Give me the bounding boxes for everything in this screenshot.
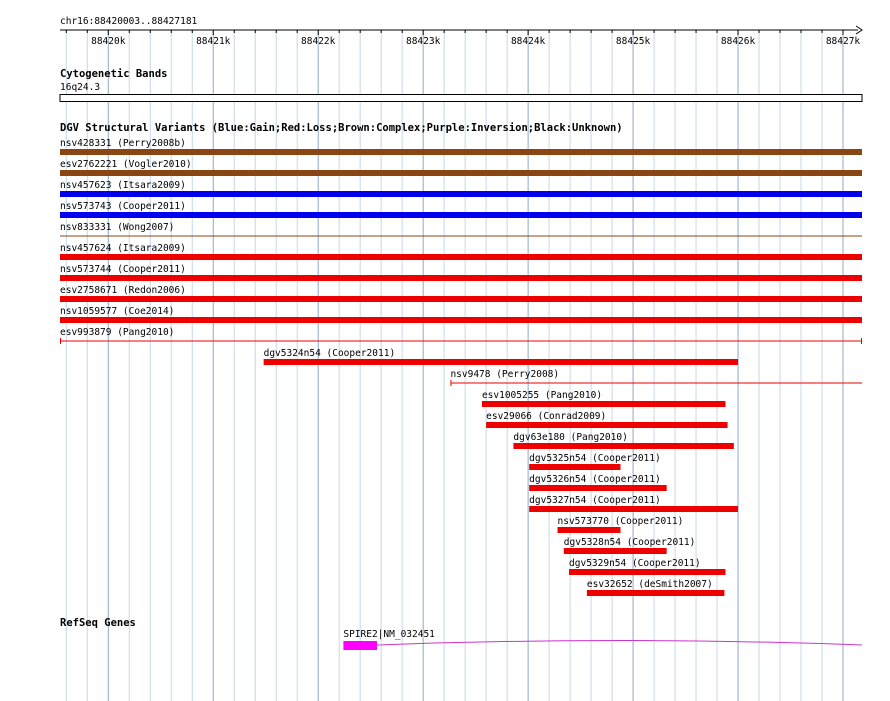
cytoband-label: 16q24.3 xyxy=(60,82,101,93)
sv-feature-label: nsv428331 (Perry2008b) xyxy=(60,138,186,149)
sv-feature-bar[interactable] xyxy=(60,170,862,176)
sv-feature-label: esv1005255 (Pang2010) xyxy=(481,390,603,401)
sv-feature-label: nsv573744 (Cooper2011) xyxy=(60,264,186,275)
sv-feature-label: nsv457624 (Itsara2009) xyxy=(60,243,186,254)
sv-feature-label: dgv5329n54 (Cooper2011) xyxy=(569,558,701,569)
sv-feature[interactable] xyxy=(60,327,862,344)
ruler-tick-label: 88422k xyxy=(301,36,336,47)
sv-feature-label: esv32652 (deSmith2007) xyxy=(586,579,713,590)
sv-feature[interactable] xyxy=(529,495,738,512)
sv-feature[interactable] xyxy=(450,369,862,386)
sv-feature[interactable] xyxy=(60,138,862,155)
dgv-features[interactable] xyxy=(60,138,862,596)
ruler-tick-label: 88421k xyxy=(196,36,231,47)
sv-feature-bar[interactable] xyxy=(529,485,666,491)
sv-feature[interactable] xyxy=(60,201,862,218)
sv-feature-bar[interactable] xyxy=(587,590,724,596)
sv-feature-label: dgv5325n54 (Cooper2011) xyxy=(529,453,661,464)
ruler-tick-label: 88427k xyxy=(825,36,861,47)
sv-feature[interactable] xyxy=(60,159,862,176)
sv-feature[interactable] xyxy=(60,306,862,323)
sv-feature[interactable] xyxy=(60,285,862,302)
refseq-genes-track[interactable] xyxy=(60,617,862,650)
sv-feature[interactable] xyxy=(564,537,696,554)
sv-feature-label: esv2762221 (Vogler2010) xyxy=(60,159,192,170)
sv-feature-bar[interactable] xyxy=(564,548,667,554)
sv-feature-label: nsv833331 (Wong2007) xyxy=(60,222,175,233)
sv-feature[interactable] xyxy=(60,243,862,260)
sv-feature-bar[interactable] xyxy=(60,149,862,155)
refseq-track-title: RefSeq Genes xyxy=(60,617,136,629)
sv-feature-bar[interactable] xyxy=(482,401,726,407)
sv-feature-label: nsv457623 (Itsara2009) xyxy=(60,180,186,191)
sv-feature-label: dgv5328n54 (Cooper2011) xyxy=(563,537,696,548)
sv-feature[interactable] xyxy=(482,390,726,407)
gene-label[interactable]: SPIRE2|NM_032451 xyxy=(343,629,435,640)
sv-feature[interactable] xyxy=(60,222,862,236)
ruler-tick-label: 88423k xyxy=(405,36,441,47)
sv-feature-label: nsv1059577 (Coe2014) xyxy=(60,306,175,317)
sv-feature-bar[interactable] xyxy=(486,422,727,428)
sv-feature-label: nsv573743 (Cooper2011) xyxy=(60,201,186,212)
sv-feature-bar[interactable] xyxy=(60,317,862,323)
ruler-ticks xyxy=(60,26,862,47)
ruler-tick-label: 88426k xyxy=(720,36,756,47)
ruler-tick-label: 88425k xyxy=(615,36,651,47)
sv-feature-bar[interactable] xyxy=(60,296,862,302)
sv-feature[interactable] xyxy=(529,453,661,470)
sv-feature[interactable] xyxy=(60,264,862,281)
sv-feature-label: esv993879 (Pang2010) xyxy=(60,327,175,338)
sv-feature[interactable] xyxy=(558,516,684,533)
sv-feature-bar[interactable] xyxy=(264,359,738,365)
sv-feature-bar[interactable] xyxy=(60,275,862,281)
sv-feature-bar[interactable] xyxy=(513,443,733,449)
sv-feature-label: nsv573770 (Cooper2011) xyxy=(557,516,684,527)
ruler-tick-label: 88420k xyxy=(91,36,126,47)
cytoband-bar[interactable] xyxy=(60,95,862,102)
sv-feature[interactable] xyxy=(60,180,862,197)
sv-feature-bar[interactable] xyxy=(558,527,621,533)
cytogenetic-bands-track[interactable] xyxy=(60,68,862,102)
sv-feature-label: dgv5327n54 (Cooper2011) xyxy=(529,495,661,506)
sv-feature-label: esv2758671 (Redon2006) xyxy=(60,285,186,296)
sv-feature[interactable] xyxy=(569,558,725,575)
sv-feature-bar[interactable] xyxy=(569,569,725,575)
gene-exon-block[interactable] xyxy=(343,641,377,650)
sv-feature-bar[interactable] xyxy=(529,506,738,512)
sv-feature[interactable] xyxy=(486,411,727,428)
sv-feature-bar[interactable] xyxy=(529,464,620,470)
sv-feature[interactable] xyxy=(513,432,733,449)
dgv-track-title: DGV Structural Variants (Blue:Gain;Red:Loss;Brown:Complex;Purple:Inversion;Black:Unknown) xyxy=(60,122,623,134)
sv-feature[interactable] xyxy=(587,579,724,596)
sv-feature-label: dgv5326n54 (Cooper2011) xyxy=(529,474,661,485)
gene-feature[interactable] xyxy=(343,641,862,651)
sv-feature-bar[interactable] xyxy=(60,191,862,197)
sv-feature-label: nsv9478 (Perry2008) xyxy=(450,369,560,380)
sv-feature-bar[interactable] xyxy=(60,212,862,218)
sv-feature-label: dgv5324n54 (Cooper2011) xyxy=(263,348,396,359)
sv-feature[interactable] xyxy=(529,474,666,491)
ruler-track xyxy=(60,16,862,47)
dgv-structural-variants-track[interactable] xyxy=(60,122,862,596)
sv-feature[interactable] xyxy=(264,348,738,365)
ruler-tick-label: 88424k xyxy=(510,36,546,47)
location-label: chr16:88420003..88427181 xyxy=(60,16,198,27)
gene-intron-line xyxy=(377,641,862,646)
sv-feature-label: dgv63e180 (Pang2010) xyxy=(513,432,628,443)
cytoband-track-title: Cytogenetic Bands xyxy=(60,68,168,80)
sv-feature-label: esv29066 (Conrad2009) xyxy=(486,411,607,422)
sv-feature-bar[interactable] xyxy=(60,254,862,260)
